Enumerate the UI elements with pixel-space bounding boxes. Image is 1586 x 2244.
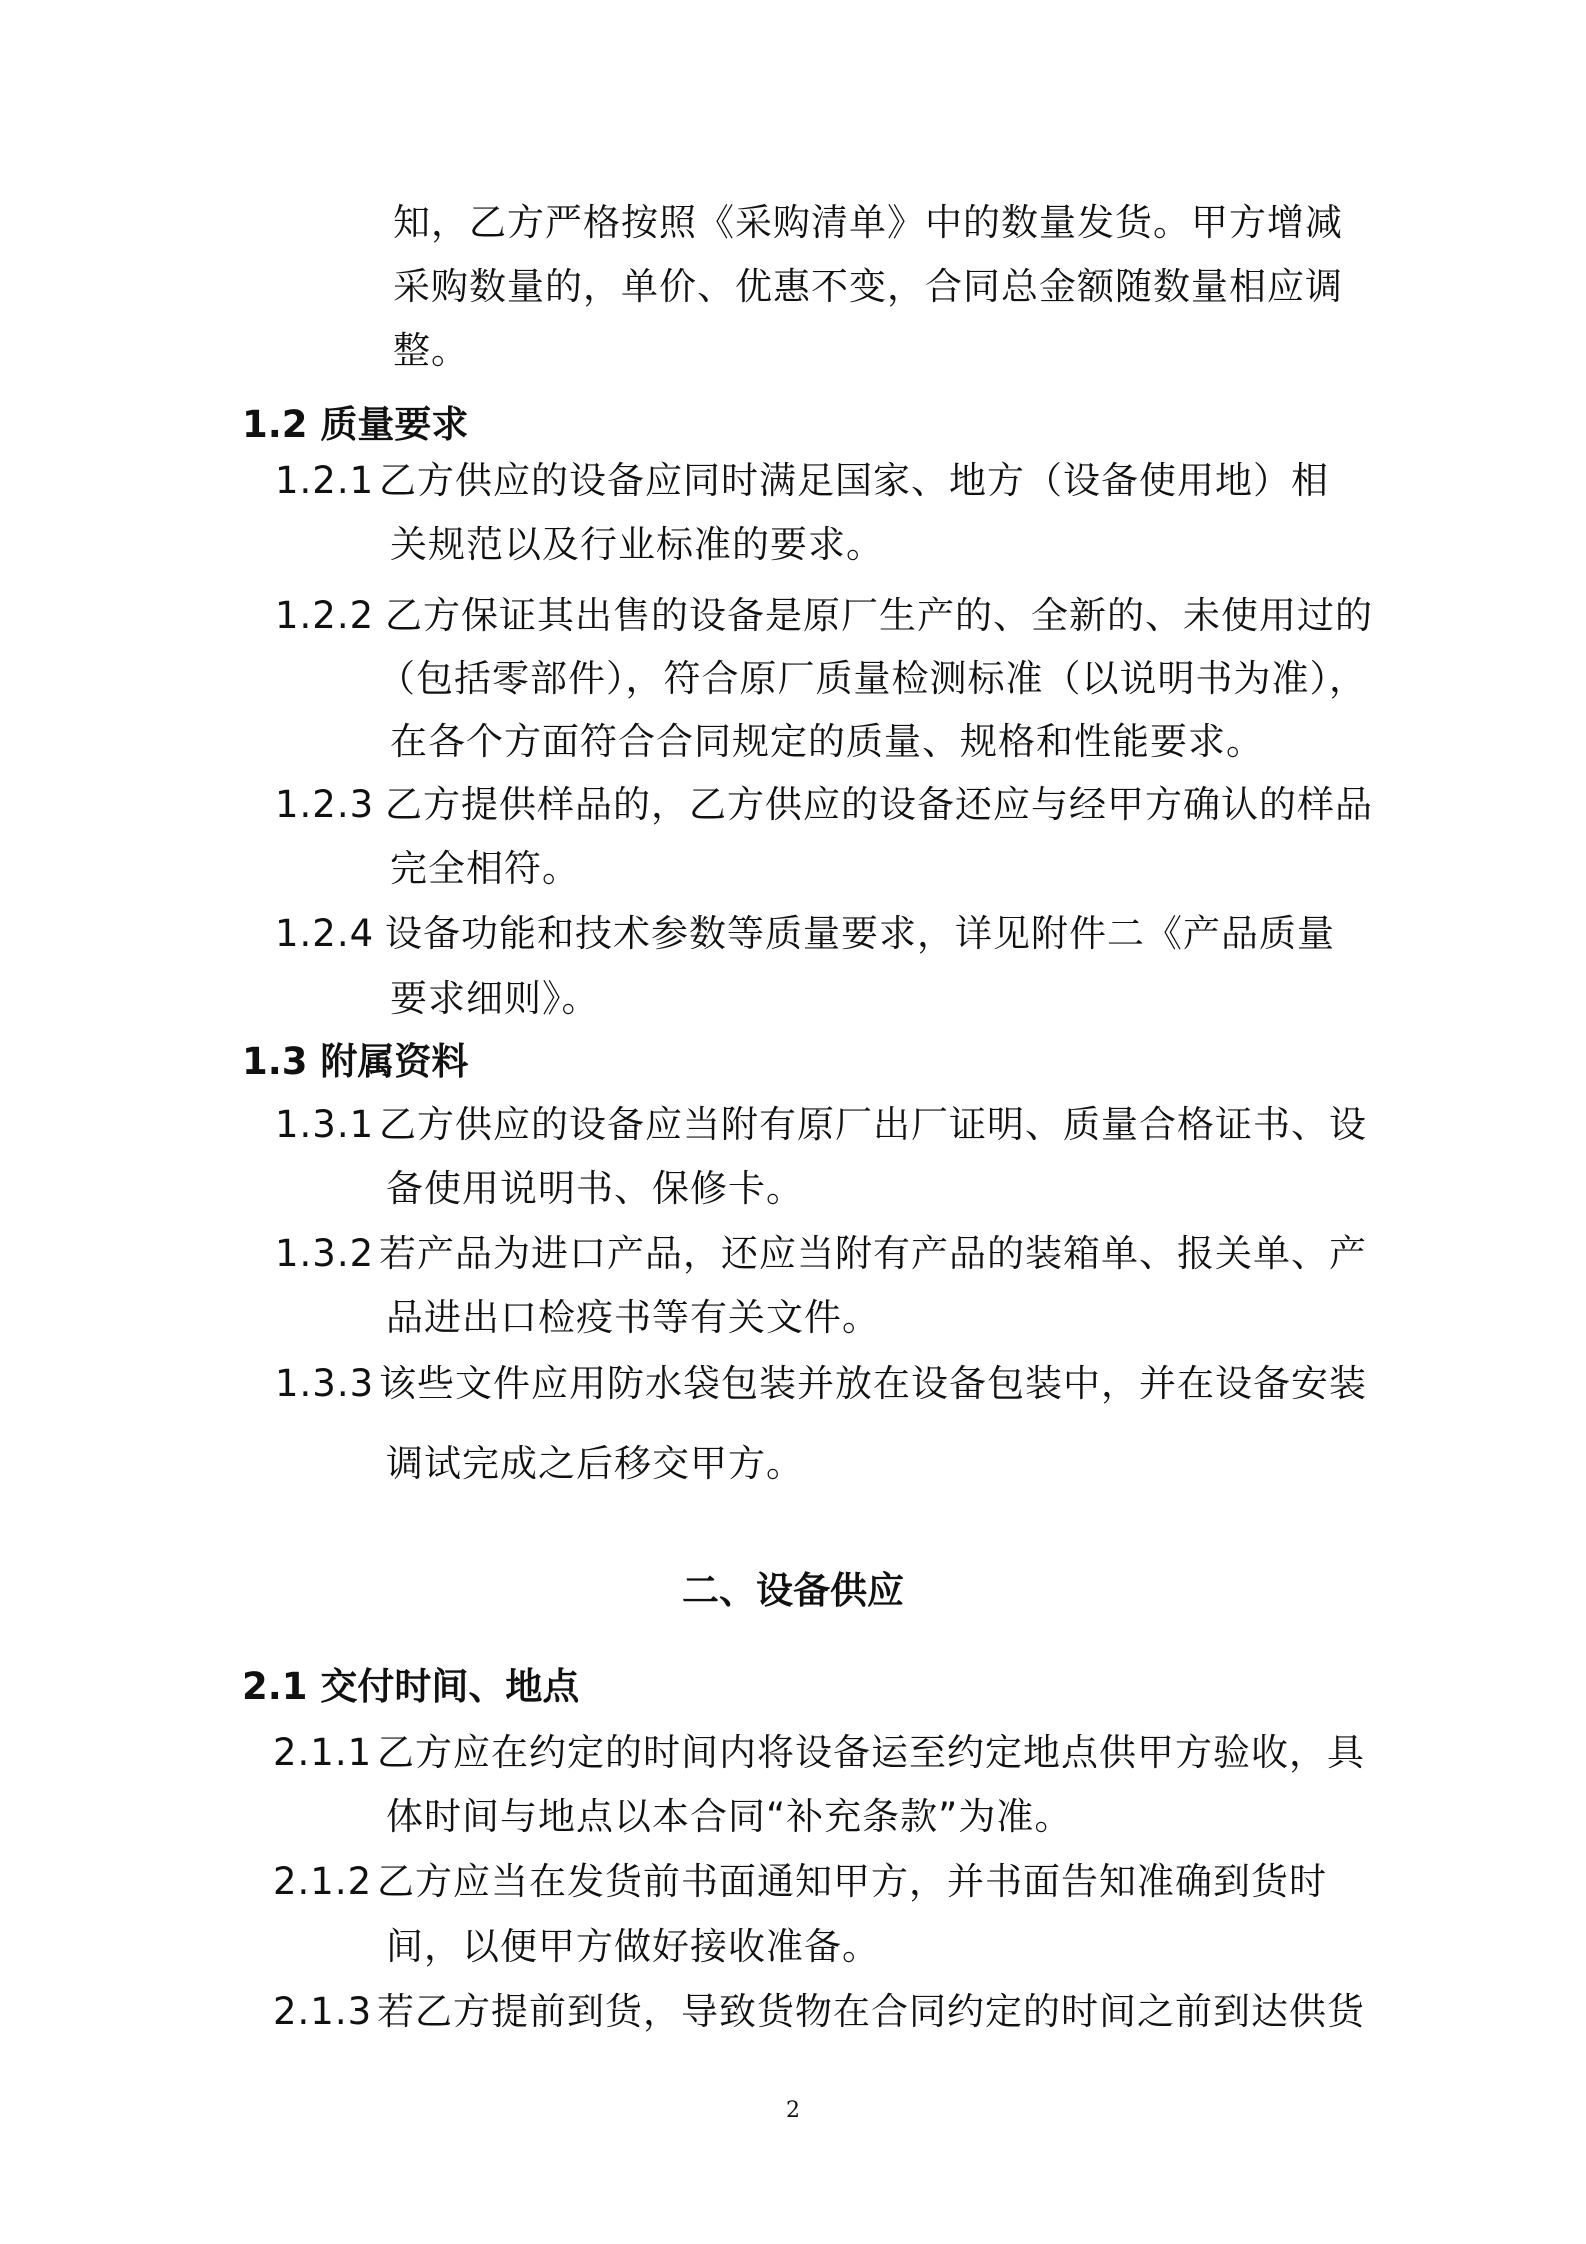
clause-1-3-1-line-1	[275, 1103, 1367, 1146]
clause-2-1-1-line-1	[273, 1731, 1365, 1774]
section-heading-1-3: 1.3 附属资料	[242, 1040, 469, 1083]
clause-text: 乙方应当在发货前书面通知甲方，并书面告知准确到货时	[377, 1860, 1327, 1903]
clause-number: 1.2.1	[275, 459, 375, 502]
clause-text: 若产品为进口产品，还应当附有产品的装箱单、报关单、产	[379, 1232, 1367, 1275]
chapter-title: 二、设备供应	[682, 1569, 904, 1612]
clause-text: 若乙方提前到货，导致货物在合同约定的时间之前到达供货	[377, 1990, 1365, 2033]
clause-2-1-1-line-2: 体时间与地点以本合同“补充条款”为准。	[386, 1795, 1073, 1838]
clause-text: 乙方保证其出售的设备是原厂生产的、全新的、未使用过的	[385, 594, 1373, 637]
clause-1-2-1-line-2: 关规范以及行业标准的要求。	[390, 523, 884, 566]
clause-1-3-2-line-2: 品进出口检疫书等有关文件。	[386, 1296, 880, 1339]
clause-number: 1.3.1	[275, 1103, 375, 1146]
section-heading-1-2: 1.2 质量要求	[242, 403, 469, 446]
clause-text: 乙方应在约定的时间内将设备运至约定地点供甲方验收，具	[377, 1731, 1365, 1774]
clause-number: 1.3.3	[275, 1362, 375, 1405]
clause-number: 2.1.2	[273, 1860, 373, 1903]
clause-text: 乙方供应的设备应当附有原厂出厂证明、质量合格证书、设	[379, 1103, 1367, 1146]
clause-text: 该些文件应用防水袋包装并放在设备包装中，并在设备安装	[379, 1362, 1367, 1405]
clause-number: 1.3.2	[275, 1232, 375, 1275]
clause-1-2-2-line-2: （包括零部件），符合原厂质量检测标准（以说明书为准），	[378, 657, 1367, 700]
clause-1-2-2-line-1	[275, 594, 1373, 637]
clause-number: 2.1.1	[273, 1731, 373, 1774]
continuation-line-2: 采购数量的，单价、优惠不变，合同总金额随数量相应调	[393, 265, 1343, 308]
clause-1-3-3-line-1	[275, 1362, 1367, 1405]
continuation-line-1: 知，乙方严格按照《采购清单》中的数量发货。甲方增减	[393, 201, 1343, 244]
clause-number: 2.1.3	[273, 1990, 373, 2033]
section-heading-2-1: 2.1 交付时间、地点	[242, 1665, 580, 1708]
clause-1-2-1-line-1	[275, 459, 1329, 502]
clause-2-1-2-line-2: 间，以便甲方做好接收准备。	[386, 1925, 880, 1968]
page-number: 2	[786, 2098, 800, 2123]
clause-text: 乙方供应的设备应同时满足国家、地方（设备使用地）相	[379, 459, 1329, 502]
clause-number: 1.2.2	[275, 594, 375, 637]
clause-text: 乙方提供样品的，乙方供应的设备还应与经甲方确认的样品	[385, 783, 1373, 826]
clause-1-2-2-line-3: 在各个方面符合合同规定的质量、规格和性能要求。	[390, 720, 1264, 763]
clause-2-1-3-line-1	[273, 1990, 1365, 2033]
clause-1-3-2-line-1	[275, 1232, 1367, 1275]
clause-1-2-3-line-1	[275, 783, 1373, 826]
clause-1-3-1-line-2: 备使用说明书、保修卡。	[386, 1167, 804, 1210]
clause-number: 1.2.4	[275, 912, 375, 955]
clause-number: 1.2.3	[275, 783, 375, 826]
clause-2-1-2-line-1	[273, 1860, 1327, 1903]
continuation-line-3: 整。	[393, 329, 469, 372]
clause-1-3-3-line-2: 调试完成之后移交甲方。	[386, 1442, 804, 1485]
clause-1-2-3-line-2: 完全相符。	[390, 847, 580, 890]
clause-text: 设备功能和技术参数等质量要求，详见附件二《产品质量	[385, 912, 1335, 955]
clause-1-2-4-line-2: 要求细则》。	[390, 977, 600, 1020]
clause-1-2-4-line-1	[275, 912, 1335, 955]
